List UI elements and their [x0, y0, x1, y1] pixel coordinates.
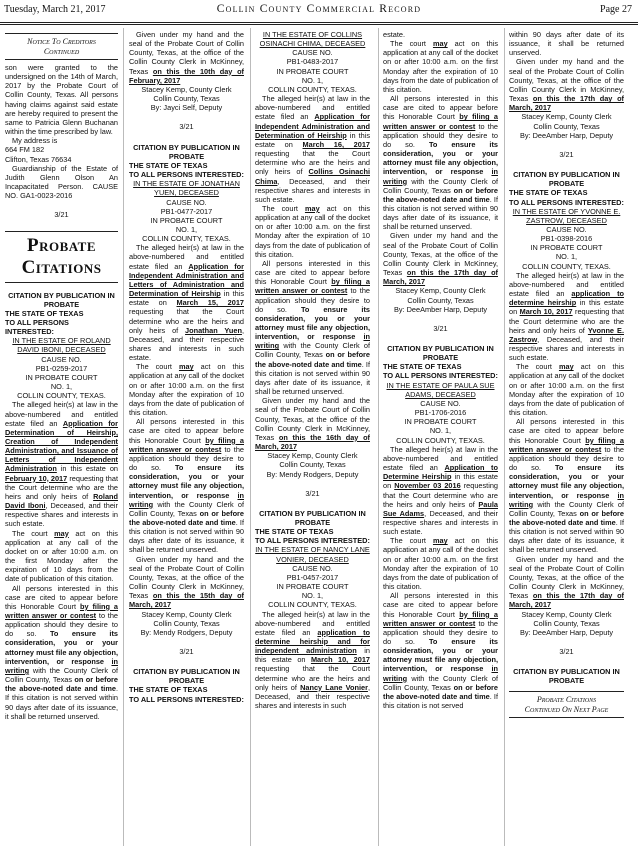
text: , Deceased, and their respective shares and interests in such estate.: [509, 334, 624, 363]
citation-body: [509, 417, 624, 554]
publication-date: 3/21: [559, 149, 574, 159]
publication-date: 3/21: [559, 647, 574, 656]
citation-body: [255, 396, 370, 451]
emphasis: in writing: [5, 656, 118, 675]
cause-label: CAUSE NO.: [546, 224, 587, 234]
text: . If this citation is not served: [383, 691, 498, 711]
signature-line: Stacey Kemp, County Clerk: [141, 609, 232, 619]
signature-line: Collin County, Texas: [279, 460, 346, 470]
county: COLLIN COUNTY, TEXAS.: [268, 600, 357, 610]
citation-state: THE STATE OF TEXAS: [129, 160, 208, 170]
continued-notice-title: Probate Citations: [536, 695, 597, 705]
notice-text: Guardianship of the Estate of Judith Glenn Olson An Incapacitated Person. CAUSE NO. GA1-0023-2016: [5, 163, 118, 201]
text: to the application should they desire to do so.: [383, 121, 498, 149]
column-divider: [378, 28, 379, 846]
estate-name: IN THE ESTATE OF COLLINS OSINACHI CHIMA, DECEASED: [259, 30, 366, 49]
citation-body: [129, 555, 244, 610]
emphasis: To ensure its consideration, you or your attorney must file any objection, intervention, or response: [255, 304, 370, 342]
filing-date: February 10, 2017: [5, 473, 68, 483]
citation-body: [255, 259, 370, 396]
text: requesting that the Court determine who are the heirs and only heirs of: [5, 473, 118, 501]
publication-date: 3/21: [433, 323, 448, 333]
column-divider: [250, 28, 251, 846]
text: The court: [516, 362, 552, 372]
emphasis: To ensure its consideration, you or your attorney must file any objection, intervention, or response: [129, 463, 244, 500]
text: The court: [136, 362, 172, 372]
column-2: [129, 30, 244, 845]
text: to the application should they desire to do so.: [383, 618, 498, 646]
emphasis: To ensure its consideration, you or your attorney must file any objection, intervention, or response: [5, 629, 118, 666]
emphasis: on or before the above-noted date and time: [5, 675, 118, 694]
citation-state: THE STATE OF TEXAS: [509, 188, 588, 198]
text: The alleged heir(s) at law in the above-numbered and entitled estate filed an: [383, 444, 498, 473]
column-4: [383, 30, 498, 845]
publication-title: Collin County Commercial Record: [216, 3, 422, 15]
text: . If this citation is not served within 90 days after date of its issuance, it shall be returned unserved.: [129, 517, 244, 555]
court-name: IN PROBATE COURT: [276, 66, 349, 76]
citation-body: [509, 271, 624, 363]
divider: [509, 717, 624, 718]
signature-line: Collin County, Texas: [153, 618, 220, 628]
publication-date: 3/21: [305, 488, 320, 498]
estate-name: IN THE ESTATE OF NANCY LANE VONIER, DECEASED: [255, 545, 370, 564]
citation-body: [129, 417, 244, 554]
emphasis: may: [432, 39, 448, 49]
cause-number: PB1-0483-2017: [286, 57, 339, 67]
text: The court: [12, 528, 48, 538]
court-number: NO. 1,: [50, 382, 73, 392]
emphasis: by filing a written answer or contest: [383, 112, 498, 131]
publication-date: 3/21: [179, 122, 194, 132]
column-1: [5, 30, 118, 845]
signature-line: Collin County, Texas: [533, 121, 600, 131]
emphasis: in writing: [255, 332, 370, 351]
decedent-name: Yvonne E. Zastrow: [509, 325, 624, 344]
emphasis: may: [54, 528, 69, 538]
divider: [5, 231, 118, 232]
continued-notice-subtitle: Continued On Next Page: [524, 704, 609, 714]
filing-date: March 10, 2017: [310, 655, 370, 665]
signature-line: By: Jayci Self, Deputy: [150, 103, 223, 113]
citation-to: TO ALL PERSONS INTERESTED:: [255, 536, 370, 546]
county: COLLIN COUNTY, TEXAS.: [17, 391, 106, 401]
application-title: Application to Determine Heirship: [383, 463, 498, 482]
citation-body: [383, 591, 498, 710]
page-number: Page 27: [600, 4, 632, 15]
text: act on this application at any call of the docket on or after 10:00 a.m. on the first Monday after the expiration of 10 days from the date of publication of this citation.: [5, 528, 118, 584]
emphasis: may: [178, 362, 194, 372]
signature-date: on this the 17th day of March, 2017: [509, 94, 624, 113]
cause-number: PB1-0398-2016: [540, 234, 593, 244]
column-divider: [123, 28, 124, 846]
citation-state: THE STATE OF TEXAS: [255, 527, 334, 537]
citation-to: TO ALL PERSONS INTERESTED:: [5, 317, 69, 337]
text: All persons interested in this case are cited to appear before this Honorable Court: [383, 94, 498, 122]
cause-label: CAUSE NO.: [41, 354, 82, 364]
text: in this estate on: [255, 646, 370, 665]
cause-number: PB1-0477-2017: [160, 206, 213, 216]
estate-name: IN THE ESTATE OF PAULA SUE ADAMS, DECEASED: [386, 380, 495, 399]
text: act on this application at any call of the docket on or after 10:00 a.m. on the first Monday after the expiration of 10 days from the date of publication of this citation.: [383, 536, 498, 592]
citation-heading: CITATION BY PUBLICATION IN PROBATE: [259, 508, 366, 527]
application-title: application to determine heirship: [509, 289, 624, 308]
text: The alleged heir(s) at law in the above-numbered and entitled estate filed an: [509, 270, 624, 299]
continued-notice-title: Notice To Creditors: [27, 37, 96, 46]
signature-line: Stacey Kemp, County Clerk: [521, 609, 612, 619]
text: The alleged heir(s) at law in the above-numbered and entitled estate filed an: [255, 609, 370, 637]
emphasis: on or before the above-noted date and time: [509, 508, 624, 527]
cause-label: CAUSE NO.: [420, 398, 461, 408]
citation-body: [255, 204, 370, 259]
court-number: NO. 1,: [429, 426, 452, 436]
notice-text: son were granted to the undersigned on the 14th of March, 2017 by the Probate Court of Collin County, Texas. All persons having claims against said estate are hereby required to present the same to Patricia Glenn Buchanan within the time prescribed by law.: [5, 63, 118, 137]
text: in this estate on: [383, 472, 498, 491]
signature-line: Collin County, Texas: [153, 94, 220, 104]
text: , Deceased, and their respective shares and interests in such estate.: [255, 176, 370, 204]
filing-date: November 03 2016: [394, 481, 461, 491]
court-name: IN PROBATE COURT: [150, 215, 223, 225]
cause-number: PB1-0259-2017: [35, 363, 88, 373]
signature-line: By: DeeAmber Harp, Deputy: [393, 304, 488, 314]
address-line: Clifton, Texas 76634: [5, 154, 72, 164]
citation-body: [5, 400, 118, 528]
court-number: NO. 1,: [301, 591, 324, 601]
citation-body: [129, 243, 244, 362]
text: , Deceased, and their respective shares and interests in such: [255, 682, 370, 711]
signature-date: on this the 16th day of March, 2017: [255, 432, 370, 452]
text: with the County Clerk of Collin County, Texas: [255, 341, 370, 360]
divider: [5, 33, 118, 34]
signature-line: By: DeeAmber Harp, Deputy: [519, 130, 614, 140]
emphasis: To ensure its consideration, you or your attorney must file any objection, intervention, or response: [383, 139, 498, 177]
text: in this estate on: [60, 464, 118, 474]
emphasis: on or before the above-noted date and time: [383, 682, 498, 701]
text: Given under my hand and the seal of the Probate Court of Collin County, Texas, at the office of the Collin County Clerk in McKinney, Texas: [509, 57, 624, 104]
citation-body: [5, 529, 118, 584]
section-title: Citations: [21, 256, 102, 278]
decedent-name: Nancy Lane Vonier: [300, 682, 368, 692]
text: All persons interested in this case are cited to appear before this Honorable Court: [5, 583, 118, 611]
citation-body: [255, 610, 370, 711]
citation-body: [383, 445, 498, 537]
emphasis: by filing a written answer or contest: [129, 435, 244, 454]
court-number: NO. 1,: [175, 224, 198, 234]
signature-date: on this the 17th day of March, 2017: [383, 268, 498, 287]
text: , Deceased, and their respective shares and interests in such estate.: [129, 325, 244, 363]
signature-line: Collin County, Texas: [407, 295, 474, 305]
text: Given under my hand and the seal of the Probate Court of Collin County, Texas, at the office of the Collin County Clerk in McKinney, Texas: [383, 231, 498, 278]
citation-body: [129, 362, 244, 417]
emphasis: by filing a written answer or contest: [509, 435, 624, 454]
section-title: Probate: [26, 234, 97, 256]
text: within 90 days after date of its issuance, it shall be returned unserved.: [509, 30, 624, 58]
decedent-name: Paula Sue Adams: [383, 499, 498, 518]
divider: [509, 691, 624, 692]
filing-date: March 16, 2017: [302, 139, 370, 149]
emphasis: in writing: [509, 490, 624, 509]
text: in this estate on: [129, 289, 244, 308]
publication-date: 3/21: [54, 210, 69, 220]
text: . If this citation is not served within 90 days after date of its issuance, it shall be returned unserved.: [509, 517, 624, 555]
text: with the County Clerk of Collin County, Texas: [383, 673, 498, 692]
text: with the County Clerk of Collin County, Texas: [383, 176, 498, 195]
county: COLLIN COUNTY, TEXAS.: [396, 435, 485, 445]
text: with the County Clerk of Collin County, Texas: [5, 665, 118, 685]
text: to the application should they desire to do so.: [509, 444, 624, 473]
citation-body: [255, 94, 370, 204]
text: act on this application at any call of the docket on or after 10:00 a.m. on the first Monday after the expiration of 10 days from the date of publication of this citation.: [509, 362, 624, 418]
divider: [5, 282, 118, 283]
text: . If this citation is not served within 90 days after date of its issuance, it shall be returned unserved.: [383, 194, 498, 232]
application-title: Application for Independent Administration and Letters of Administration and Determination of Heirship: [129, 261, 244, 299]
court-name: IN PROBATE COURT: [276, 582, 349, 592]
court-name: IN PROBATE COURT: [530, 243, 603, 253]
text: with the County Clerk of Collin County, Texas: [129, 499, 244, 518]
citation-heading: CITATION BY PUBLICATION IN PROBATE: [513, 170, 620, 189]
citation-heading: CITATION BY PUBLICATION IN PROBATE: [387, 344, 494, 363]
divider: [5, 59, 118, 60]
text: Given under my hand and the seal of the Probate Court of Collin County, Texas, at the office of the Collin County Clerk in McKinney, Texas: [509, 554, 624, 601]
address-line: My address is: [12, 136, 58, 146]
text: , Deceased, and their respective shares and interests in such estate.: [5, 501, 118, 529]
court-name: IN PROBATE COURT: [404, 417, 477, 427]
text: All persons interested in this case are cited to appear before this Honorable Court: [509, 417, 624, 445]
citation-heading: CITATION BY PUBLICATION IN PROBATE: [8, 290, 115, 309]
text: The court: [390, 536, 426, 546]
emphasis: may: [558, 362, 574, 372]
emphasis: in writing: [383, 167, 498, 186]
emphasis: To ensure its consideration, you or your attorney must file any objection, intervention, or response: [383, 637, 498, 674]
filing-date: March 10, 2017: [519, 307, 573, 317]
citation-body: [509, 57, 624, 112]
citation-heading: CITATION BY PUBLICATION IN PROBATE: [133, 142, 240, 161]
decedent-name: Jonathan Yuen: [185, 325, 242, 335]
text: The court: [262, 203, 298, 213]
emphasis: in writing: [129, 490, 244, 509]
emphasis: in writing: [383, 664, 498, 683]
court-number: NO. 1,: [555, 252, 578, 262]
decedent-name: Roland David Iboni: [5, 491, 118, 511]
citation-body: [129, 30, 244, 85]
cause-label: CAUSE NO.: [292, 48, 333, 58]
citation-to: TO ALL PERSONS INTERESTED:: [129, 694, 244, 704]
estate-name: IN THE ESTATE OF ROLAND DAVID IBONI, DECEASED: [12, 336, 111, 355]
cause-label: CAUSE NO.: [292, 563, 333, 573]
county: COLLIN COUNTY, TEXAS.: [142, 234, 231, 244]
court-number: NO. 1,: [301, 75, 324, 85]
emphasis: by filing a written answer or contest: [5, 601, 118, 620]
text: act on this application at any call of the docket on or after 10:00 a.m. on the first Monday after the expiration of 10 days from the date of publication of this citation.: [129, 362, 244, 418]
text: , Deceased, and their respective shares and interests in such estate.: [383, 508, 498, 537]
text: requesting that the Court determine who are the heirs and only heirs of: [509, 307, 624, 335]
text: . If this citation is not served within 90 days after date of its issuance, it shall be returned unserved.: [5, 684, 118, 721]
text: Given under my hand and the seal of the Probate Court of Collin County, Texas, at the office of the Collin County Clerk in McKinney, Texas: [255, 396, 370, 442]
text: to the application should they desire to do so.: [255, 286, 370, 314]
text: All persons interested in this case are cited to appear before this Honorable Court: [255, 258, 370, 287]
address-line: 664 FM 182: [5, 145, 45, 155]
text: All persons interested in this case are cited to appear before this Honorable Court: [383, 591, 498, 619]
signature-line: Stacey Kemp, County Clerk: [141, 84, 232, 94]
citation-to: TO ALL PERSONS INTERESTED:: [129, 170, 244, 180]
citation-body: [5, 584, 118, 721]
text: act on this application at any call of the docket on or after 10:00 a.m. on the first Monday after the expiration of 10 days from the date of publication of this citation.: [383, 39, 498, 94]
county: COLLIN COUNTY, TEXAS.: [522, 261, 611, 271]
signature-date: on this the 10th day of February, 2017: [129, 66, 244, 85]
estate-name: IN THE ESTATE OF JONATHAN YUEN, DECEASED: [133, 179, 240, 198]
citation-body: [509, 555, 624, 610]
emphasis: To ensure its consideration, you or your attorney must file any objection, intervention, or response: [509, 463, 624, 500]
decedent-name: Collins Osinachi Chima: [255, 167, 370, 186]
emphasis: by filing a written answer or contest: [383, 609, 498, 628]
emphasis: may: [432, 536, 448, 546]
signature-line: By: Mendy Rodgers, Deputy: [140, 627, 233, 637]
citation-heading: CITATION BY PUBLICATION IN PROBATE: [133, 667, 240, 686]
text: requesting that the Court determine who are the heirs and only heirs of: [255, 664, 370, 692]
signature-line: Collin County, Texas: [533, 618, 600, 628]
cause-number: PB1-1706-2016: [414, 408, 467, 418]
signature-line: Stacey Kemp, County Clerk: [267, 451, 358, 461]
text: All persons interested in this case are cited to appear before this Honorable Court: [129, 417, 244, 445]
text: in this estate on: [509, 298, 624, 317]
text: Given under my hand and the seal of the Probate Court of Collin County, Texas, at the office of the Collin County Clerk in McKinney, Texas: [129, 554, 244, 601]
citation-body: [383, 231, 498, 286]
text: . If this citation is not served within 90 days after date of its issuance, it shall be returned unserved.: [255, 359, 370, 397]
text: The court: [390, 39, 426, 49]
signature-line: Stacey Kemp, County Clerk: [395, 286, 486, 296]
citation-heading: CITATION BY PUBLICATION IN PROBATE: [513, 667, 620, 686]
citation-body: [383, 536, 498, 591]
text: The alleged heir(s) at law in the above-numbered and entitled estate filed an: [5, 400, 118, 428]
application-title: application to determine heirship and for independent administration: [255, 627, 370, 656]
emphasis: by filing a written answer or contest: [255, 277, 370, 296]
citation-body: [509, 362, 624, 417]
continued-notice-subtitle: Continued: [43, 46, 80, 56]
text: with the County Clerk of Collin County, Texas: [509, 499, 624, 518]
signature-line: By: Mendy Rodgers, Deputy: [266, 469, 359, 479]
cause-number: PB1-0457-2017: [286, 572, 339, 582]
citation-to: TO ALL PERSONS INTERESTED:: [509, 197, 624, 207]
text: requesting that the Court determine who are the heirs and only heirs of: [129, 307, 244, 335]
page-header: [0, 0, 638, 23]
text: estate.: [383, 30, 406, 39]
text: requesting that the Court determine who are the heirs and only heirs of: [255, 149, 370, 177]
application-title: Application for Determination of Heirship, Creation of Independent Administration, and Issuance of Letters of Independent Administration: [5, 418, 118, 474]
text: Given under my hand and the seal of the Probate Court of Collin County, Texas, at the office of the Collin County Clerk in McKinney, Texas: [129, 30, 244, 76]
text: to the application should they desire to do so.: [129, 444, 244, 473]
citation-body: [383, 94, 498, 231]
text: requesting that the Court determine who are the heirs and only heirs of: [383, 481, 498, 509]
citation-state: THE STATE OF TEXAS: [383, 362, 462, 372]
text: The alleged heir(s) at law in the above-numbered and entitled estate filed an: [129, 243, 244, 271]
emphasis: on or before the above-noted date and time: [383, 185, 498, 204]
signature-date: on this the 15th day of March, 2017: [129, 591, 244, 610]
text: to the application should they desire to do so.: [5, 610, 118, 639]
header-rule: [0, 24, 638, 25]
publication-date: 3/21: [179, 647, 194, 656]
signature-line: Stacey Kemp, County Clerk: [521, 112, 612, 122]
signature-date: on this the 17th day of March, 2017: [509, 591, 624, 610]
application-title: Application for Independent Administration and Determination of Heirship: [255, 112, 370, 140]
citation-to: TO ALL PERSONS INTERESTED:: [383, 371, 498, 381]
column-5: [509, 30, 624, 845]
emphasis: on or before the above-noted date and time: [255, 350, 370, 369]
text: act on this application at any call of the docket on or after 10:00 a.m. on the first Monday after the expiration of 10 days from the date of publication of this citation.: [255, 203, 370, 259]
text: The alleged heir(s) at law in the above-numbered and entitled estate filed an: [255, 94, 370, 122]
text: in this estate on: [255, 130, 370, 149]
issue-date: Tuesday, March 21, 2017: [4, 4, 106, 15]
estate-name: IN THE ESTATE OF YVONNE E. ZASTROW, DECEASED: [512, 206, 621, 225]
emphasis: may: [304, 203, 320, 213]
county: COLLIN COUNTY, TEXAS.: [268, 84, 357, 94]
citation-body: [383, 39, 498, 94]
filing-date: March 15, 2017: [176, 298, 244, 308]
citation-state: THE STATE OF TEXAS: [5, 308, 84, 318]
citation-state: THE STATE OF TEXAS: [129, 685, 208, 695]
signature-line: By: DeeAmber Harp, Deputy: [519, 627, 614, 637]
emphasis: on or before the above-noted date and time: [129, 508, 244, 527]
court-name: IN PROBATE COURT: [25, 372, 98, 382]
cause-label: CAUSE NO.: [166, 197, 207, 207]
column-divider: [504, 28, 505, 846]
column-3: [255, 30, 370, 845]
